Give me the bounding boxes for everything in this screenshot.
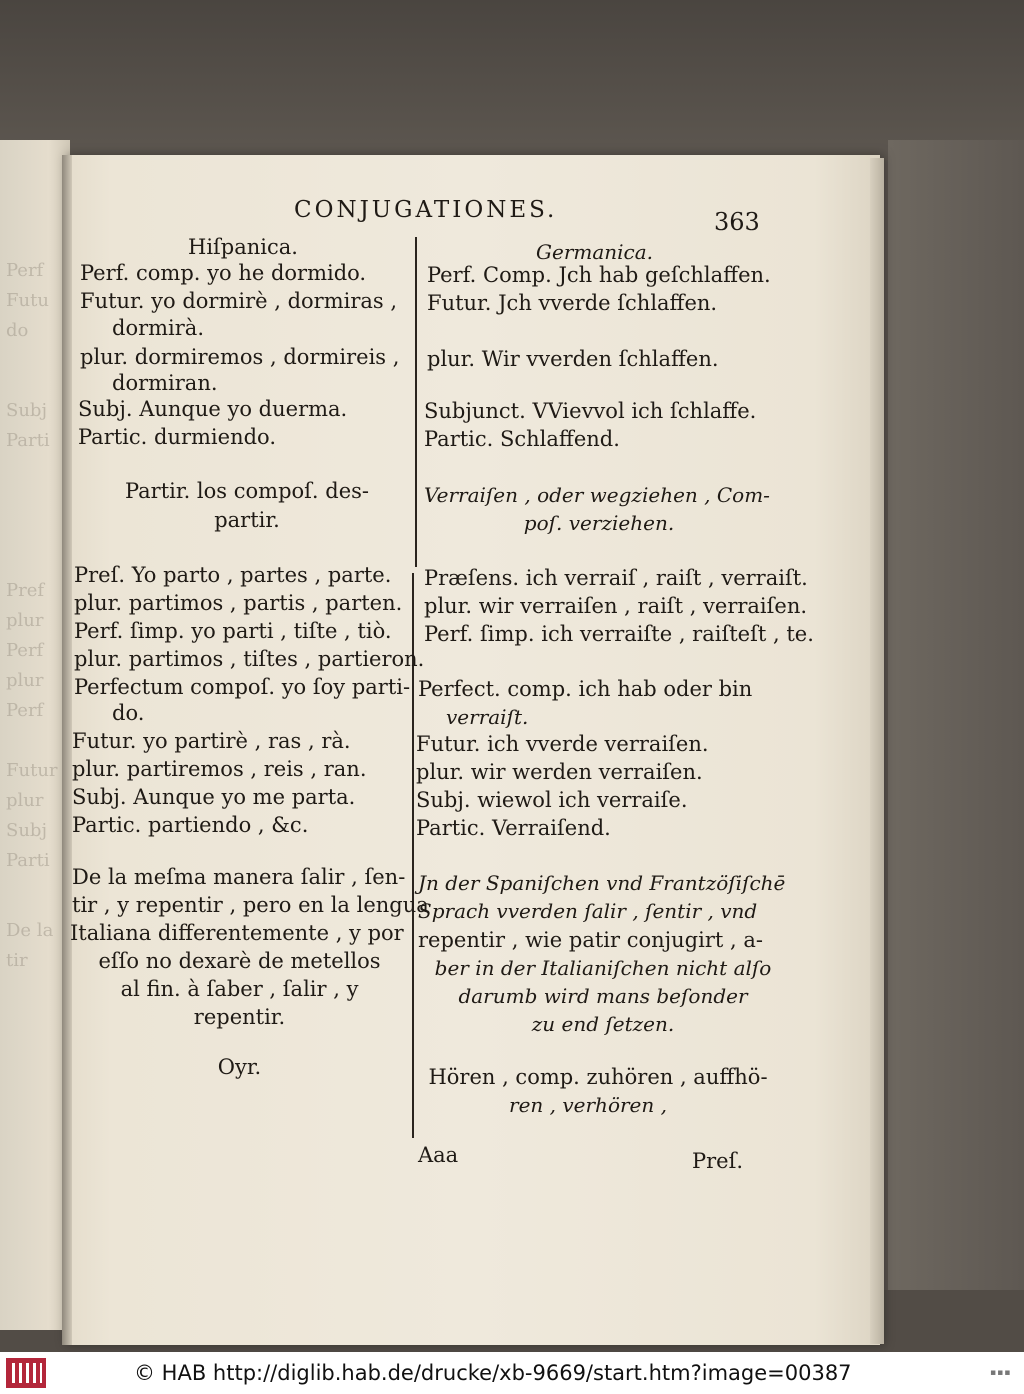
note-line: De la meſma manera ſalir , ſen- (72, 865, 406, 889)
conjugation-line: Partic. durmiendo. (78, 425, 276, 449)
conjugation-line: Preſ. Yo parto , partes , parte. (74, 563, 392, 587)
verb-heading: partir. (214, 508, 280, 532)
scan-background-right (888, 140, 1024, 1352)
translation-line: verraiſt. (446, 705, 529, 729)
menu-dots-icon: ▪▪▪ (990, 1368, 1012, 1378)
translation-line: Subjunct. VVievvol ich ſchlaffe. (424, 399, 757, 423)
conjugation-line: plur. partiremos , reis , ran. (72, 757, 367, 781)
conjugation-line: Subj. Aunque yo me parta. (72, 785, 356, 809)
conjugation-line: Perf. ſimp. yo parti , tiſte , tiò. (74, 619, 392, 643)
page-gutter (62, 155, 72, 1345)
verb-heading: Partir. los compoſ. des- (124, 479, 370, 503)
conjugation-line: dormiran. (112, 371, 218, 395)
note-line: tir , y repentir , pero en la lengua (72, 893, 429, 917)
verb-heading-german: Hören , comp. zuhören , auffhö- (428, 1065, 768, 1089)
page-edge (870, 158, 884, 1344)
page-number: 363 (714, 208, 760, 236)
note-line-german: darumb wird mans beſonder (458, 984, 748, 1008)
conjugation-line: Futur. yo dormirè , dormiras , (80, 289, 398, 313)
note-line-german: ber in der Italianiſchen nicht alſo (434, 956, 772, 980)
translation-line: plur. Wir vverden ſchlaffen. (427, 347, 719, 371)
translation-line: plur. wir werden verraiſen. (416, 760, 703, 784)
note-line: Italiana differentemente , y por (70, 921, 404, 945)
note-line-german: repentir , wie patir conjugirt , a- (418, 928, 763, 952)
translation-line: Perfect. comp. ich hab oder bin (418, 677, 753, 701)
note-line: eſſo no dexarè de metellos (98, 949, 381, 973)
verb-heading-german: Verraiſen , oder wegziehen , Com- (424, 483, 770, 507)
translation-line: plur. wir verraiſen , raiſt , verraiſen. (424, 594, 808, 618)
translation-line: Perf. ſimp. ich verraiſte , raiſteſt , te. (424, 622, 814, 646)
note-line: al fin. à ſaber , ſalir , y (120, 977, 359, 1001)
conjugation-line: plur. partimos , partis , parten. (74, 591, 403, 615)
conjugation-line: Perf. comp. yo he dormido. (80, 261, 367, 285)
conjugation-line: Perfectum compoſ. yo ſoy parti- (74, 675, 411, 699)
translation-line: Perf. Comp. Jch hab geſchlaffen. (427, 263, 771, 287)
verb-heading-german: ren , verhören , (509, 1093, 667, 1117)
conjugation-line: Partic. partiendo , &c. (72, 813, 309, 837)
catchword: Preſ. (692, 1149, 744, 1173)
translation-line: Futur. Jch vverde ſchlaffen. (427, 291, 718, 315)
translation-line: Partic. Verraiſend. (416, 816, 611, 840)
column-rule-1 (415, 237, 417, 567)
note-line-german: Sprach vverden ſalir , ſentir , vnd (418, 899, 758, 923)
translation-line: Futur. ich vverde verraiſen. (416, 732, 709, 756)
translation-line: Partic. Schlaffend. (424, 427, 620, 451)
translation-line: Præſens. ich verraiſ , raiſt , verraiſt. (424, 566, 808, 590)
conjugation-line: plur. dormiremos , dormireis , (80, 345, 400, 369)
book-page (62, 155, 880, 1345)
conjugation-line: Futur. yo partirè , ras , rà. (72, 729, 351, 753)
verb-heading: Oyr. (217, 1055, 262, 1079)
note-line: repentir. (193, 1005, 286, 1029)
signature-mark: Aaa (418, 1143, 459, 1167)
conjugation-line: dormirà. (112, 316, 204, 340)
previous-page-edge: Perf Futu do Subj Parti Pref plur Perf plur Perf Futur plur Subj Parti De la tir (0, 140, 70, 1330)
note-line-german: Jn der Spaniſchen vnd Frantzöſiſchē (418, 871, 786, 895)
hab-logo-icon (6, 1358, 46, 1388)
conjugation-line: plur. partimos , tiſtes , partieron. (74, 647, 425, 671)
copyright-text: © HAB http://diglib.hab.de/drucke/xb-9669/start.htm?image=00387 (134, 1361, 852, 1385)
translation-line: Subj. wiewol ich verraiſe. (416, 788, 688, 812)
conjugation-line: Subj. Aunque yo duerma. (78, 397, 348, 421)
verb-heading-german: poſ. verziehen. (523, 511, 675, 535)
column-heading-german: Germanica. (536, 240, 654, 264)
footer-bar (0, 1352, 1024, 1394)
note-line-german: zu end ſetzen. (531, 1012, 675, 1036)
conjugation-line: do. (112, 701, 145, 725)
column-heading-spanish: Hiſpanica. (188, 235, 298, 259)
scan-background (0, 0, 1024, 160)
running-header: CONJUGATIONES. (294, 197, 558, 223)
